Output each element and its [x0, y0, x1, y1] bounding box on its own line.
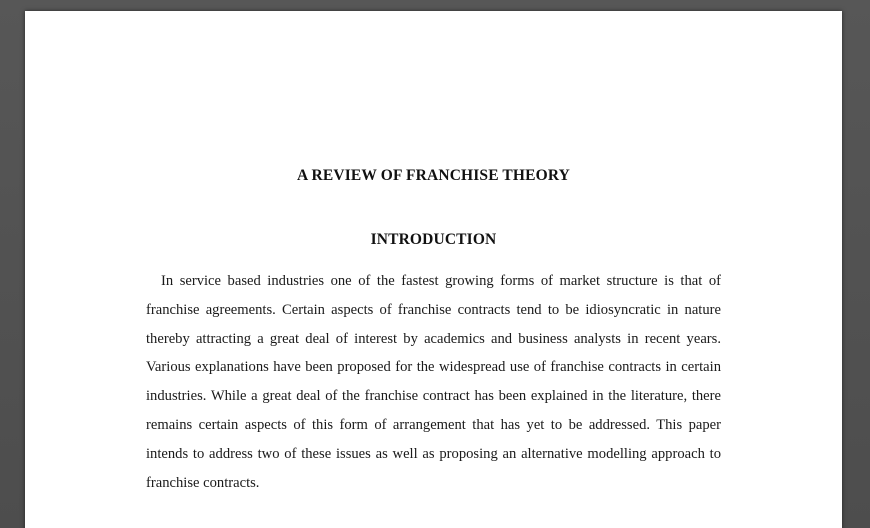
- document-page: [25, 11, 842, 528]
- introduction-paragraph: In service based industries one of the fastest growing forms of market structure is that of franchise agreements. Certain aspects of franchise contracts tend to be idiosyncratic in nature thereby attracting a great deal of interest by academics and business analysts in recent years. Various explanations have been proposed for the widespread use of franchise contracts in certain industries. While a great deal of the franchise contract has been explained in the literature, there remains certain aspects of this form of arrangement that has yet to be addressed. This paper intends to address two of these issues as well as proposing an alternative modelling approach to franchise contracts.: [146, 273, 721, 491]
- section-heading-introduction: INTRODUCTION: [370, 231, 497, 248]
- paper-title: A REVIEW OF FRANCHISE THEORY: [297, 167, 570, 184]
